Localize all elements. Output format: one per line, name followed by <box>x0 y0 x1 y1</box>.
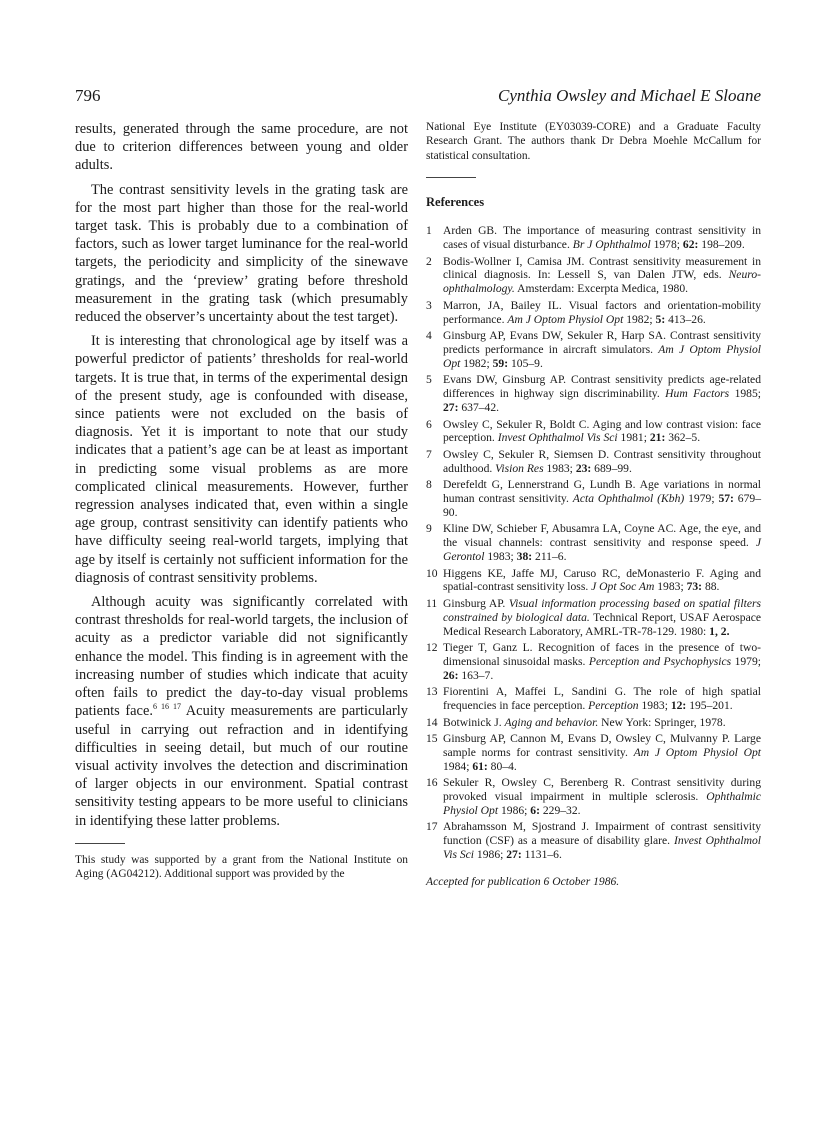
reference-journal: Perception and Psychophysics <box>588 655 732 668</box>
reference-pages: 211–6. <box>532 550 567 564</box>
reference-year: 1983; <box>638 699 671 713</box>
reference-text: Ginsburg AP, Evans DW, Sekuler R, Harp SA. Contrast sensitivity predicts performance in aircraft simulators. <box>443 329 761 356</box>
reference-pages: 679–90. <box>443 492 761 519</box>
reference-journal: Vision Res <box>495 461 544 475</box>
reference-journal: J Gerontol <box>443 536 761 564</box>
reference-pages: 413–26. <box>665 312 706 326</box>
running-authors: Cynthia Owsley and Michael E Sloane <box>498 86 761 105</box>
reference-year: Amsterdam: Excerpta Medica, 1980. <box>514 282 689 296</box>
paragraph-text: Although acuity was significantly correlated with contrast thresholds for real-world targets, the inclusion of acuity as a predictor variable did not significantly enhance the model. This finding is in agreement with the increasing number of studies which indicate that acuity often fails to predict the day-to-day visual problems patients face. <box>75 594 408 720</box>
reference-pages: 195–201. <box>686 699 733 713</box>
reference-item <box>426 820 761 862</box>
reference-text: Higgens KE, Jaffe MJ, Caruso RC, deMonasterio F. Aging and spatial-contrast sensitivity loss. <box>443 566 761 594</box>
reference-year: 1979; <box>684 492 719 506</box>
running-header <box>75 86 761 108</box>
reference-number: 2 <box>426 254 432 268</box>
reference-number: 11 <box>426 596 438 610</box>
reference-item <box>426 597 761 639</box>
footnote-rule <box>75 843 125 844</box>
reference-text: Derefeldt G, Lennerstrand G, Lundh B. Age variations in normal human contrast sensitivity. <box>443 478 761 506</box>
reference-year: 1979; <box>731 655 761 668</box>
reference-pages: 229–32. <box>539 804 581 818</box>
reference-pages: 198–209. <box>698 238 745 252</box>
reference-journal: Br J Ophthalmol <box>572 238 651 252</box>
reference-year: Technical Report, USAF Aerospace Medical Research Laboratory, AMRL-TR-78-129. 1980: <box>443 610 762 638</box>
reference-pages: 1131–6. <box>521 848 562 862</box>
funding-note-continued: National Eye Institute (EY03039-CORE) and a Graduate Faculty Research Grant. The authors thank Dr Debra Moehle McCallum for statistical consultation. <box>426 121 761 162</box>
reference-journal: Invest Ophthalmol Vis Sci <box>443 834 762 862</box>
reference-year: 1986; <box>498 804 531 818</box>
reference-volume: 12: <box>670 699 687 713</box>
body-paragraph: It is interesting that chronological age by itself was a powerful predictor of patients’ thresholds for real-world targets. It is true that, in terms of the experimental design of the present study, age is confounded with disease, since patients were not excluded on the basis of diagnosis. Yet it is important to note that our study indicates that a patient’s age can be at least as important in predicting some visual problems as are more complicated clinical measurements. However, further regression analyses indicated that, even within a single age group, contrast sensitivity can identify patients who have difficulty seeing real-world targets, implying that age by itself is certainly not sufficient information for the diagnosis of contrast sensitivity problems. <box>75 333 408 586</box>
reference-item <box>426 478 761 520</box>
reference-number: 4 <box>426 329 432 343</box>
reference-text: Kline DW, Schieber F, Abusamra LA, Coyne AC. Age, the eye, and the visual channels: contrast sensitivity and response speed. <box>443 522 761 550</box>
reference-pages: 105–9. <box>508 356 543 370</box>
citation-superscript: 6 16 17 <box>152 702 181 712</box>
reference-number: 1 <box>426 224 432 238</box>
reference-number: 3 <box>426 298 432 312</box>
reference-pages: 88. <box>702 580 720 594</box>
reference-pages: 637–42. <box>458 401 500 415</box>
reference-volume: 57: <box>718 492 734 506</box>
reference-year: 1983; <box>484 550 517 564</box>
reference-volume: 23: <box>575 461 592 475</box>
references-list <box>426 224 761 862</box>
reference-number: 17 <box>426 820 438 834</box>
reference-volume: 1, 2. <box>709 624 730 638</box>
reference-text: Ginsburg AP. <box>443 596 509 610</box>
reference-journal: Perception <box>588 699 639 713</box>
reference-number: 14 <box>426 715 438 729</box>
reference-number: 16 <box>426 776 438 790</box>
reference-text: Sekuler R, Owsley C, Berenberg R. Contrast sensitivity during provoked visual impairment in multiple sclerosis. <box>443 776 761 804</box>
reference-volume: 61: <box>472 759 488 773</box>
reference-item <box>426 685 761 713</box>
reference-item <box>426 776 761 818</box>
paragraph-text: Acuity measurements are particularly useful in carrying out refraction and in identifying difficulties in seeing detail, but much of our routine visual activity involves the detection and discrimination of larger objects in our environment. Spatial contrast sensitivity testing appears to be more useful to clinicians in identifying these latter problems. <box>75 703 408 829</box>
reference-year: 1982; <box>623 312 656 326</box>
reference-journal: Neuro-ophthalmology. <box>443 268 761 296</box>
reference-journal: Acta Ophthalmol (Kbh) <box>572 492 685 506</box>
reference-text: Abrahamsson M, Sjostrand J. Impairment of contrast sensitivity function (CSF) as a measure of disability glare. <box>443 820 761 848</box>
reference-text: Tieger T, Ganz L. Recognition of faces in the presence of two-dimensional sinusoidal masks. <box>443 641 761 668</box>
body-paragraph: The contrast sensitivity levels in the grating task are for the most part higher than those for the real-world target task. This is probably due to a combination of factors, such as lower target luminance for the real-world targets, the periodicity and simplicity of the sinewave gratings, and the ‘preview’ grating before threshold measurement in the grating task (which presumably reduced the observer’s uncertainty about the test target). <box>75 181 408 326</box>
reference-year: 1985; <box>729 387 761 401</box>
reference-journal: Invest Ophthalmol Vis Sci <box>497 431 618 445</box>
reference-item <box>426 329 761 371</box>
reference-text: Ginsburg AP, Cannon M, Evans D, Owsley C, Mulvanny P. Large sample norms for contrast sensitivity. <box>443 732 761 759</box>
reference-journal: Ophthalmic Physiol Opt <box>443 790 761 818</box>
reference-volume: 26: <box>443 668 459 682</box>
reference-item <box>426 522 761 564</box>
reference-journal: Am J Optom Physiol Opt <box>443 342 762 370</box>
reference-year: 1978; <box>650 238 683 252</box>
reference-volume: 73: <box>686 580 703 594</box>
reference-number: 6 <box>426 417 432 431</box>
reference-item <box>426 418 761 446</box>
reference-item <box>426 448 761 476</box>
reference-year: 1982; <box>460 356 493 370</box>
reference-year: New York: Springer, 1978. <box>598 715 726 729</box>
reference-number: 7 <box>426 447 432 461</box>
reference-item <box>426 716 761 730</box>
reference-item <box>426 255 761 297</box>
reference-text: Arden GB. The importance of measuring contrast sensitivity in cases of visual disturbance. <box>443 224 761 252</box>
reference-item <box>426 373 761 415</box>
accepted-date: Accepted for publication 6 October 1986. <box>426 875 620 889</box>
reference-journal: Visual information processing based on spatial filters constrained by biological data. <box>443 596 761 624</box>
left-column <box>75 120 408 882</box>
funding-note: This study was supported by a grant from the National Institute on Aging (AG04212). Additional support was provided by the <box>75 853 408 881</box>
reference-journal: Am J Optom Physiol Opt <box>633 745 761 759</box>
reference-text: Bodis-Wollner I, Camisa JM. Contrast sensitivity measurement in clinical diagnosis. In: Lessell S, van Dalen JTW, eds. <box>443 254 761 282</box>
reference-text: Owsley C, Sekuler R, Siemsen D. Contrast sensitivity throughout adulthood. <box>443 447 761 475</box>
reference-number: 9 <box>426 522 432 536</box>
reference-year: 1983; <box>654 580 687 594</box>
reference-journal: Aging and behavior. <box>504 715 599 729</box>
reference-item <box>426 224 761 252</box>
reference-volume: 59: <box>492 356 509 370</box>
reference-text: Marron, JA, Bailey IL. Visual factors and orientation-mobility performance. <box>443 298 761 326</box>
reference-number: 15 <box>426 732 438 746</box>
reference-journal: Am J Optom Physiol Opt <box>507 312 624 326</box>
reference-item <box>426 299 761 327</box>
reference-text: Owsley C, Sekuler R, Boldt C. Aging and low contrast vision: face perception. <box>443 417 761 445</box>
reference-item <box>426 567 761 595</box>
reference-number: 13 <box>426 685 438 699</box>
reference-journal: Hum Factors <box>665 387 730 401</box>
reference-year: 1983; <box>543 461 576 475</box>
reference-volume: 27: <box>443 401 459 415</box>
reference-year: 1986; <box>474 848 507 862</box>
references-heading: References <box>426 195 485 210</box>
reference-text: Fiorentini A, Maffei L, Sandini G. The role of high spatial frequencies in face perception. <box>443 685 761 713</box>
reference-volume: 62: <box>682 238 699 252</box>
reference-volume: 6: <box>530 804 540 818</box>
reference-pages: 80–4. <box>487 759 517 773</box>
reference-volume: 5: <box>655 312 666 326</box>
reference-item <box>426 641 761 683</box>
body-paragraph <box>75 593 408 830</box>
reference-volume: 27: <box>506 848 522 862</box>
reference-number: 10 <box>426 566 438 580</box>
references-rule <box>426 177 476 178</box>
page-number: 796 <box>75 86 101 105</box>
reference-journal: J Opt Soc Am <box>591 580 655 594</box>
reference-pages: 689–99. <box>591 461 632 475</box>
reference-volume: 38: <box>516 550 533 564</box>
reference-pages: 362–5. <box>665 431 701 445</box>
reference-text: Botwinick J. <box>443 715 505 729</box>
reference-volume: 21: <box>649 431 666 445</box>
reference-text: Evans DW, Ginsburg AP. Contrast sensitivity predicts age-related differences in highway sign discriminability. <box>443 373 761 401</box>
right-column <box>426 120 761 888</box>
reference-year: 1981; <box>617 431 650 445</box>
reference-number: 12 <box>426 641 438 655</box>
body-paragraph: results, generated through the same procedure, are not due to criterion differences between young and older adults. <box>75 121 408 174</box>
reference-item <box>426 732 761 774</box>
reference-number: 5 <box>426 373 432 387</box>
reference-number: 8 <box>426 478 432 492</box>
reference-year: 1984; <box>443 759 473 773</box>
reference-pages: 163–7. <box>458 668 494 682</box>
